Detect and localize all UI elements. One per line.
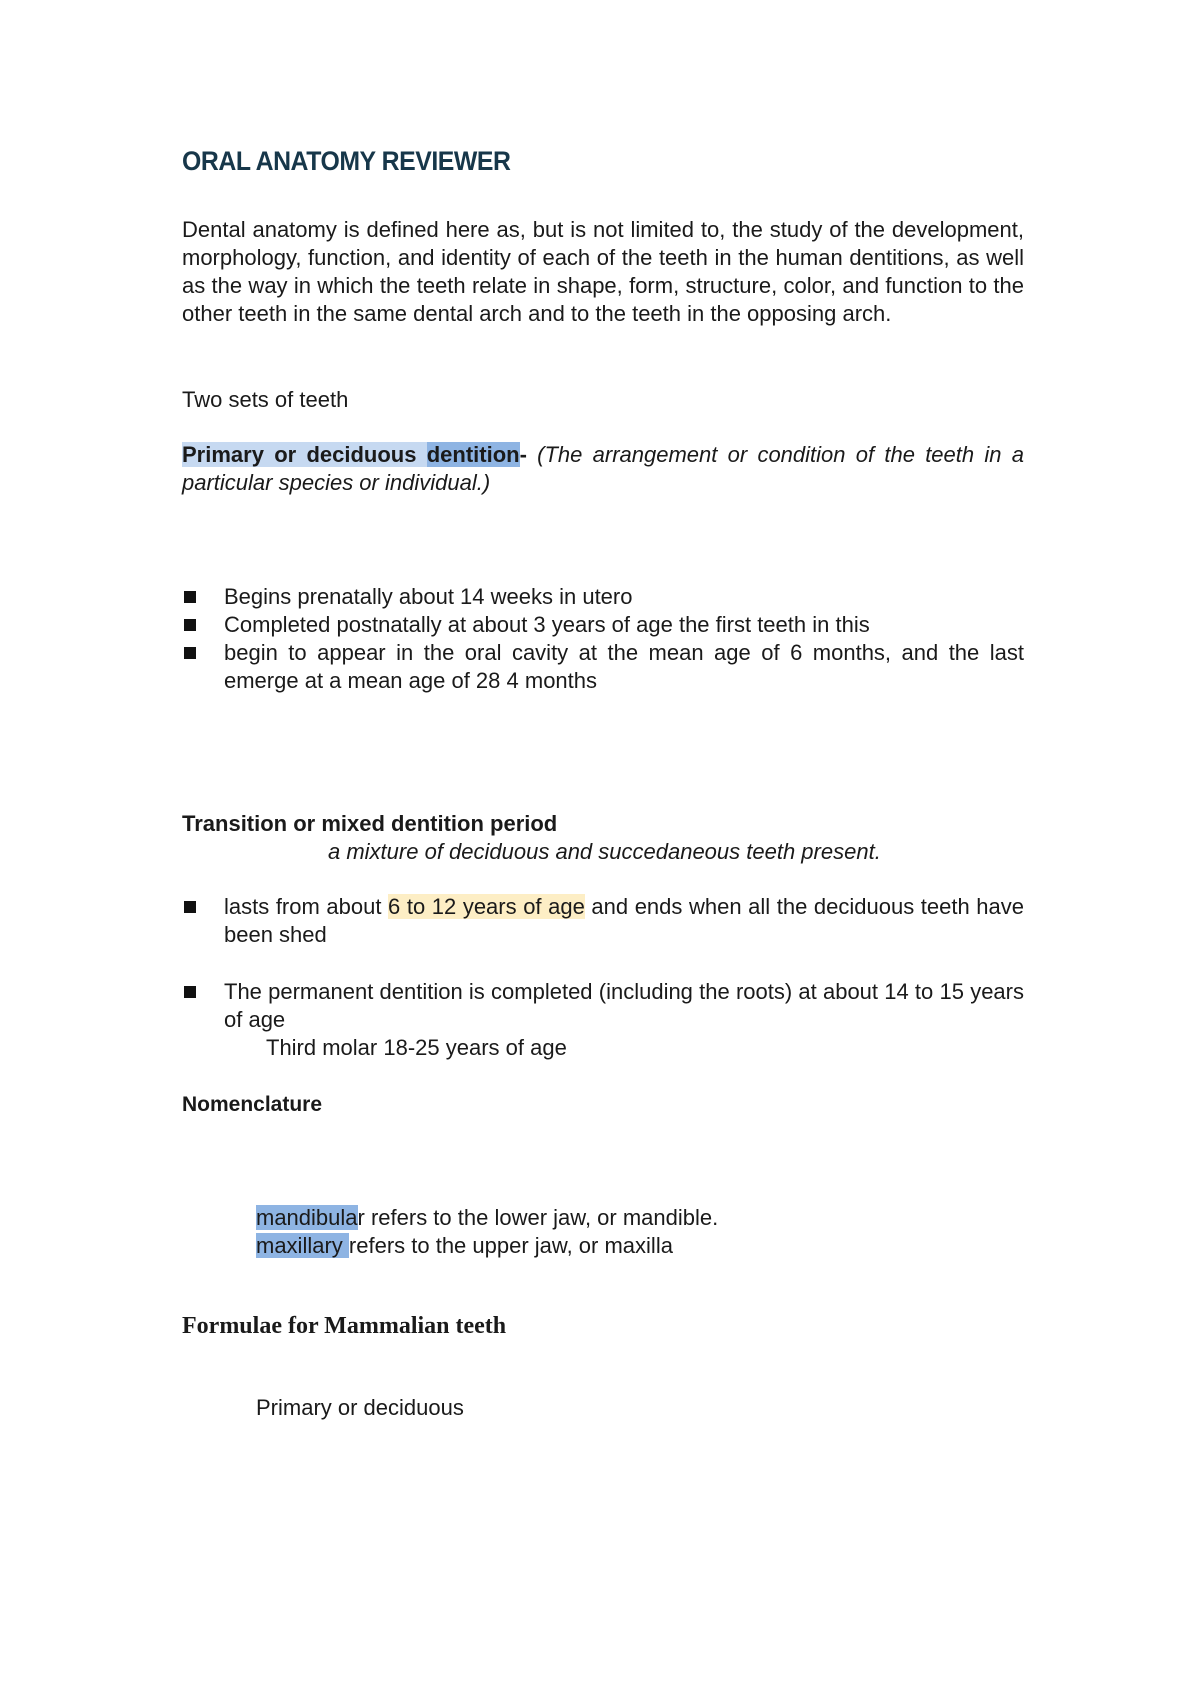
transition-bullet-list-1 xyxy=(182,893,1024,949)
formulae-primary-label: Primary or deciduous xyxy=(256,1395,464,1420)
mandibular-definition: mandibular refers to the lower jaw, or mandible. xyxy=(256,1205,719,1230)
mandibular-highlight: mandibula xyxy=(256,1205,358,1230)
intro-paragraph: Dental anatomy is defined here as, but is not limited to, the study of the development, morphology, function, and identity of each of the teeth in the human dentitions, as well as the way in which the teeth relate in shape, form, structure, color, and function to the other teeth in the same dental arch and to the teeth in the opposing arch. xyxy=(182,217,1024,326)
formulae-heading: Formulae for Mammalian teeth xyxy=(182,1313,507,1339)
maxillary-highlight: maxillary xyxy=(256,1233,349,1258)
primary-heading-dentition: dentition xyxy=(426,442,520,467)
two-sets-label: Two sets of teeth xyxy=(182,387,349,412)
square-bullet-icon xyxy=(184,591,196,603)
transition-bullet-list-2 xyxy=(182,978,1024,1034)
primary-heading: Primary or deciduous xyxy=(182,442,427,467)
list-item: Begins prenatally about 14 weeks in utero xyxy=(182,583,1024,611)
primary-dentition-paragraph xyxy=(182,441,1024,497)
primary-bullet-list xyxy=(182,583,1024,695)
age-range-highlight: 6 to 12 years of age xyxy=(388,894,585,919)
square-bullet-icon xyxy=(184,647,196,659)
square-bullet-icon xyxy=(184,619,196,631)
document-title: ORAL ANATOMY REVIEWER xyxy=(182,146,511,176)
square-bullet-icon xyxy=(184,901,196,913)
nomenclature-heading: Nomenclature xyxy=(182,1093,323,1116)
list-item: begin to appear in the oral cavity at the mean age of 6 months, and the last emerge at a mean age of 28 4 months xyxy=(182,639,1024,695)
primary-definition: (The arrangement or condition of the teeth in a particular species or individual.) xyxy=(182,442,1024,495)
list-item: Completed postnatally at about 3 years of age the first teeth in this xyxy=(182,611,1024,639)
square-bullet-icon xyxy=(184,986,196,998)
transition-subtitle: a mixture of deciduous and succedaneous teeth present. xyxy=(328,839,881,864)
third-molar-note: Third molar 18-25 years of age xyxy=(266,1035,567,1060)
transition-heading: Transition or mixed dentition period xyxy=(182,811,558,836)
maxillary-definition: maxillary refers to the upper jaw, or maxilla xyxy=(256,1233,673,1258)
primary-dash: - xyxy=(519,442,538,467)
list-item: The permanent dentition is completed (including the roots) at about 14 to 15 years of age xyxy=(182,978,1024,1034)
list-item: lasts from about 6 to 12 years of age and ends when all the deciduous teeth have been shed xyxy=(182,893,1024,949)
